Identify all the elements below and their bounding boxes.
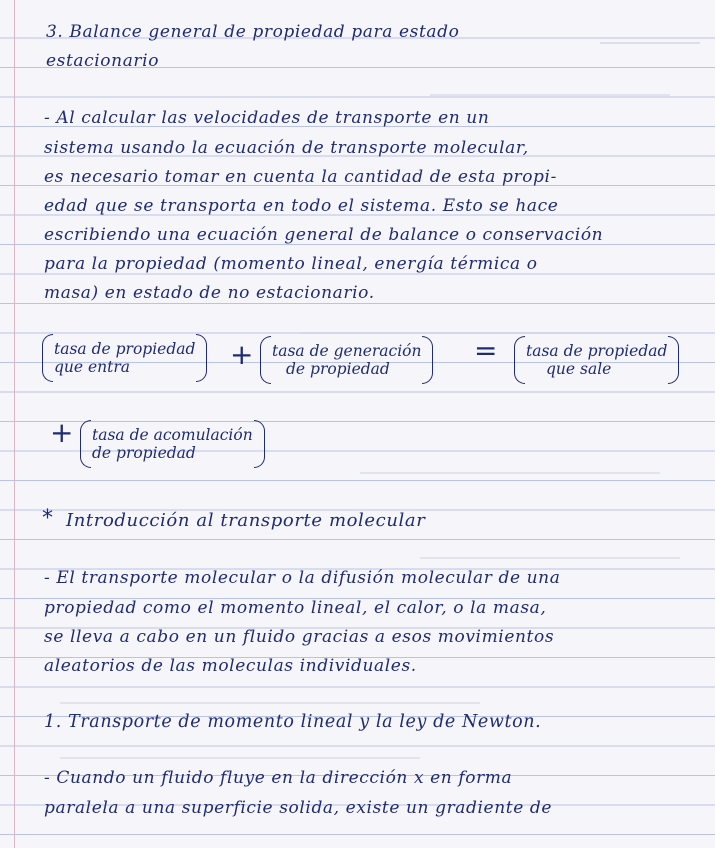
paragraph-line: paralela a una superficie solida, existe un gradiente de (44, 798, 552, 818)
equation-term-line: tasa de acomulación (92, 426, 253, 444)
bleed-through-mark (300, 320, 680, 334)
bleed-through-mark (60, 745, 420, 759)
subsection-title: 1. Transporte de momento lineal y la ley de Newton. (44, 712, 542, 732)
equation-term-line: que entra (54, 358, 131, 376)
bleed-through-mark (430, 82, 670, 96)
paragraph-line: - El transporte molecular o la difusión molecular de una (44, 568, 561, 588)
paragraph-line: para la propiedad (momento lineal, energía térmica o (44, 254, 538, 274)
asterisk-bullet-icon: * (42, 506, 53, 531)
section-heading: Introducción al transporte molecular (66, 510, 426, 531)
plus-sign: + (230, 338, 254, 371)
section-title-continued: estacionario (46, 51, 160, 71)
equation-term-generation-rate (272, 342, 421, 378)
bleed-through-mark (60, 690, 480, 704)
equation-term-line: de propiedad (92, 444, 196, 462)
equation-term-line: que sale (546, 360, 612, 378)
paragraph-line: aleatorios de las moleculas individuales. (44, 656, 417, 676)
paragraph-line: propiedad como el momento lineal, el calor, o la masa, (44, 598, 547, 618)
section-title: 3. Balance general de propiedad para estado (46, 22, 460, 42)
paragraph-line: es necesario tomar en cuenta la cantidad de esta propi- (44, 167, 557, 187)
bleed-through-mark (420, 545, 680, 559)
paragraph-line: - Al calcular las velocidades de transporte en un (44, 108, 490, 128)
equation-term-line: de propiedad (286, 360, 390, 378)
margin-line (14, 0, 15, 848)
paragraph-line: edad que se transporta en todo el sistema. Esto se hace (44, 196, 559, 216)
paragraph-line: masa) en estado de no estacionario. (44, 283, 375, 303)
equation-term-accumulation-rate (92, 426, 253, 462)
equation-term-line: tasa de propiedad (526, 342, 668, 360)
paragraph-line: - Cuando un fluido fluye en la dirección x en forma (44, 768, 513, 788)
equals-sign: = (474, 334, 498, 367)
paragraph-line: escribiendo una ecuación general de balance o conservación (44, 225, 604, 245)
equation-term-line: tasa de generación (272, 342, 422, 360)
equation-term-input-rate (54, 340, 195, 376)
paragraph-line: sistema usando la ecuación de transporte molecular, (44, 138, 529, 158)
plus-sign: + (50, 416, 74, 449)
equation-term-output-rate (526, 342, 667, 378)
bleed-through-mark (360, 460, 660, 474)
bleed-through-mark (600, 28, 700, 44)
paragraph-line: se lleva a cabo en un fluido gracias a esos movimientos (44, 627, 555, 647)
equation-term-line: tasa de propiedad (54, 340, 196, 358)
